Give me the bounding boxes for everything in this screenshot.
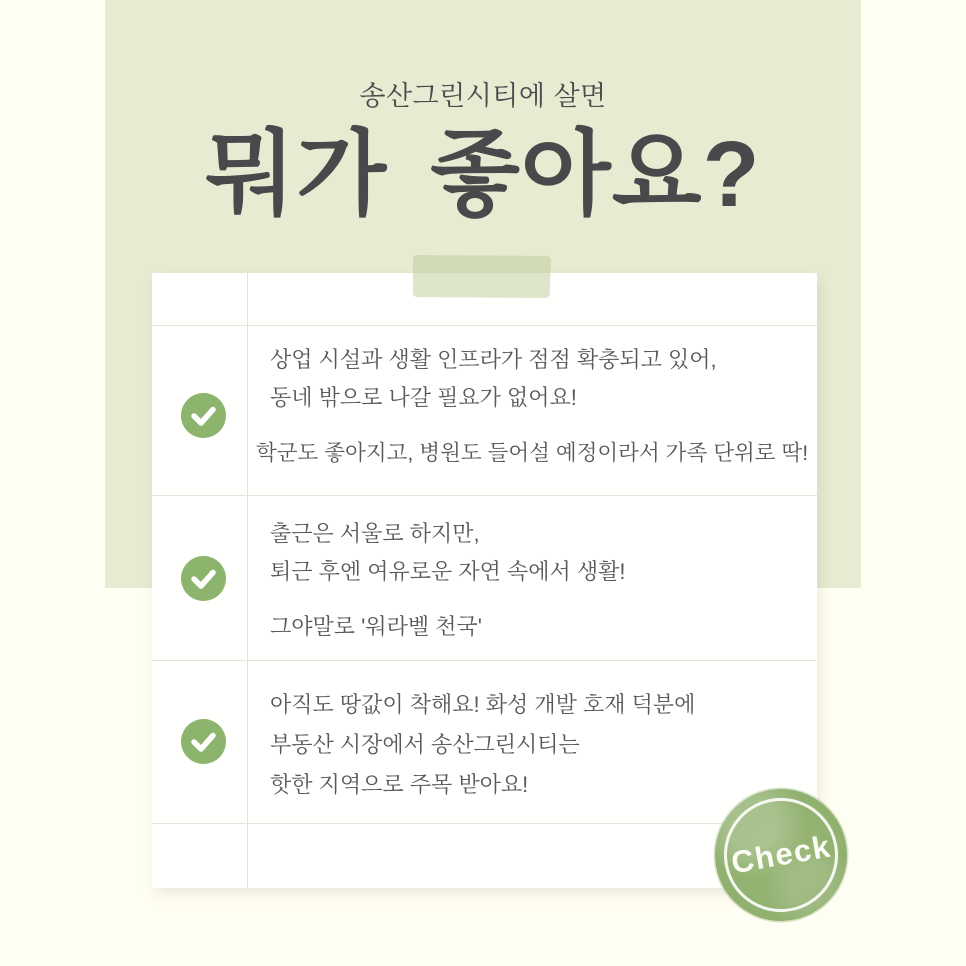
checklist-item-1-line-2: 동네 밖으로 나갈 필요가 없어요! [270, 385, 577, 410]
ruled-line [152, 325, 817, 326]
checklist-item-2-line-1: 출근은 서울로 하지만, [270, 521, 480, 546]
checklist-item-1-line-1: 상업 시설과 생활 인프라가 점점 확충되고 있어, [270, 347, 717, 372]
ruled-line [152, 495, 817, 496]
checklist-item-1-text [270, 341, 717, 417]
page-title: 뭐가 좋아요? [205, 122, 761, 226]
check-circle-icon [181, 556, 226, 601]
check-circle-icon [181, 719, 226, 764]
check-circle-icon [181, 393, 226, 438]
checklist-item-3-line-2: 부동산 시장에서 송산그린시티는 [270, 732, 580, 757]
check-stamp-label: Check [728, 828, 834, 881]
checklist-item-2-line-2: 퇴근 후엔 여유로운 자연 속에서 생활! [270, 559, 626, 584]
checklist-item-2-note: 그야말로 '워라벨 천국' [270, 614, 482, 639]
page-subtitle: 송산그린시티에 살면 [359, 81, 607, 111]
washi-tape [413, 255, 551, 298]
checklist-item-1-note: 학군도 좋아지고, 병원도 들어설 예정이라서 가족 단위로 딱! [256, 441, 809, 465]
ruled-line [152, 823, 817, 824]
checklist-item-3-text [270, 685, 695, 805]
checklist-item-3-line-1: 아직도 땅값이 착해요! 화성 개발 호재 덕분에 [270, 692, 696, 717]
notebook-margin-line [247, 273, 248, 888]
checklist-item-2-text [270, 515, 625, 591]
checklist-card [152, 273, 817, 888]
checklist-item-3-line-3: 핫한 지역으로 주목 받아요! [270, 772, 529, 797]
ruled-line [152, 660, 817, 661]
